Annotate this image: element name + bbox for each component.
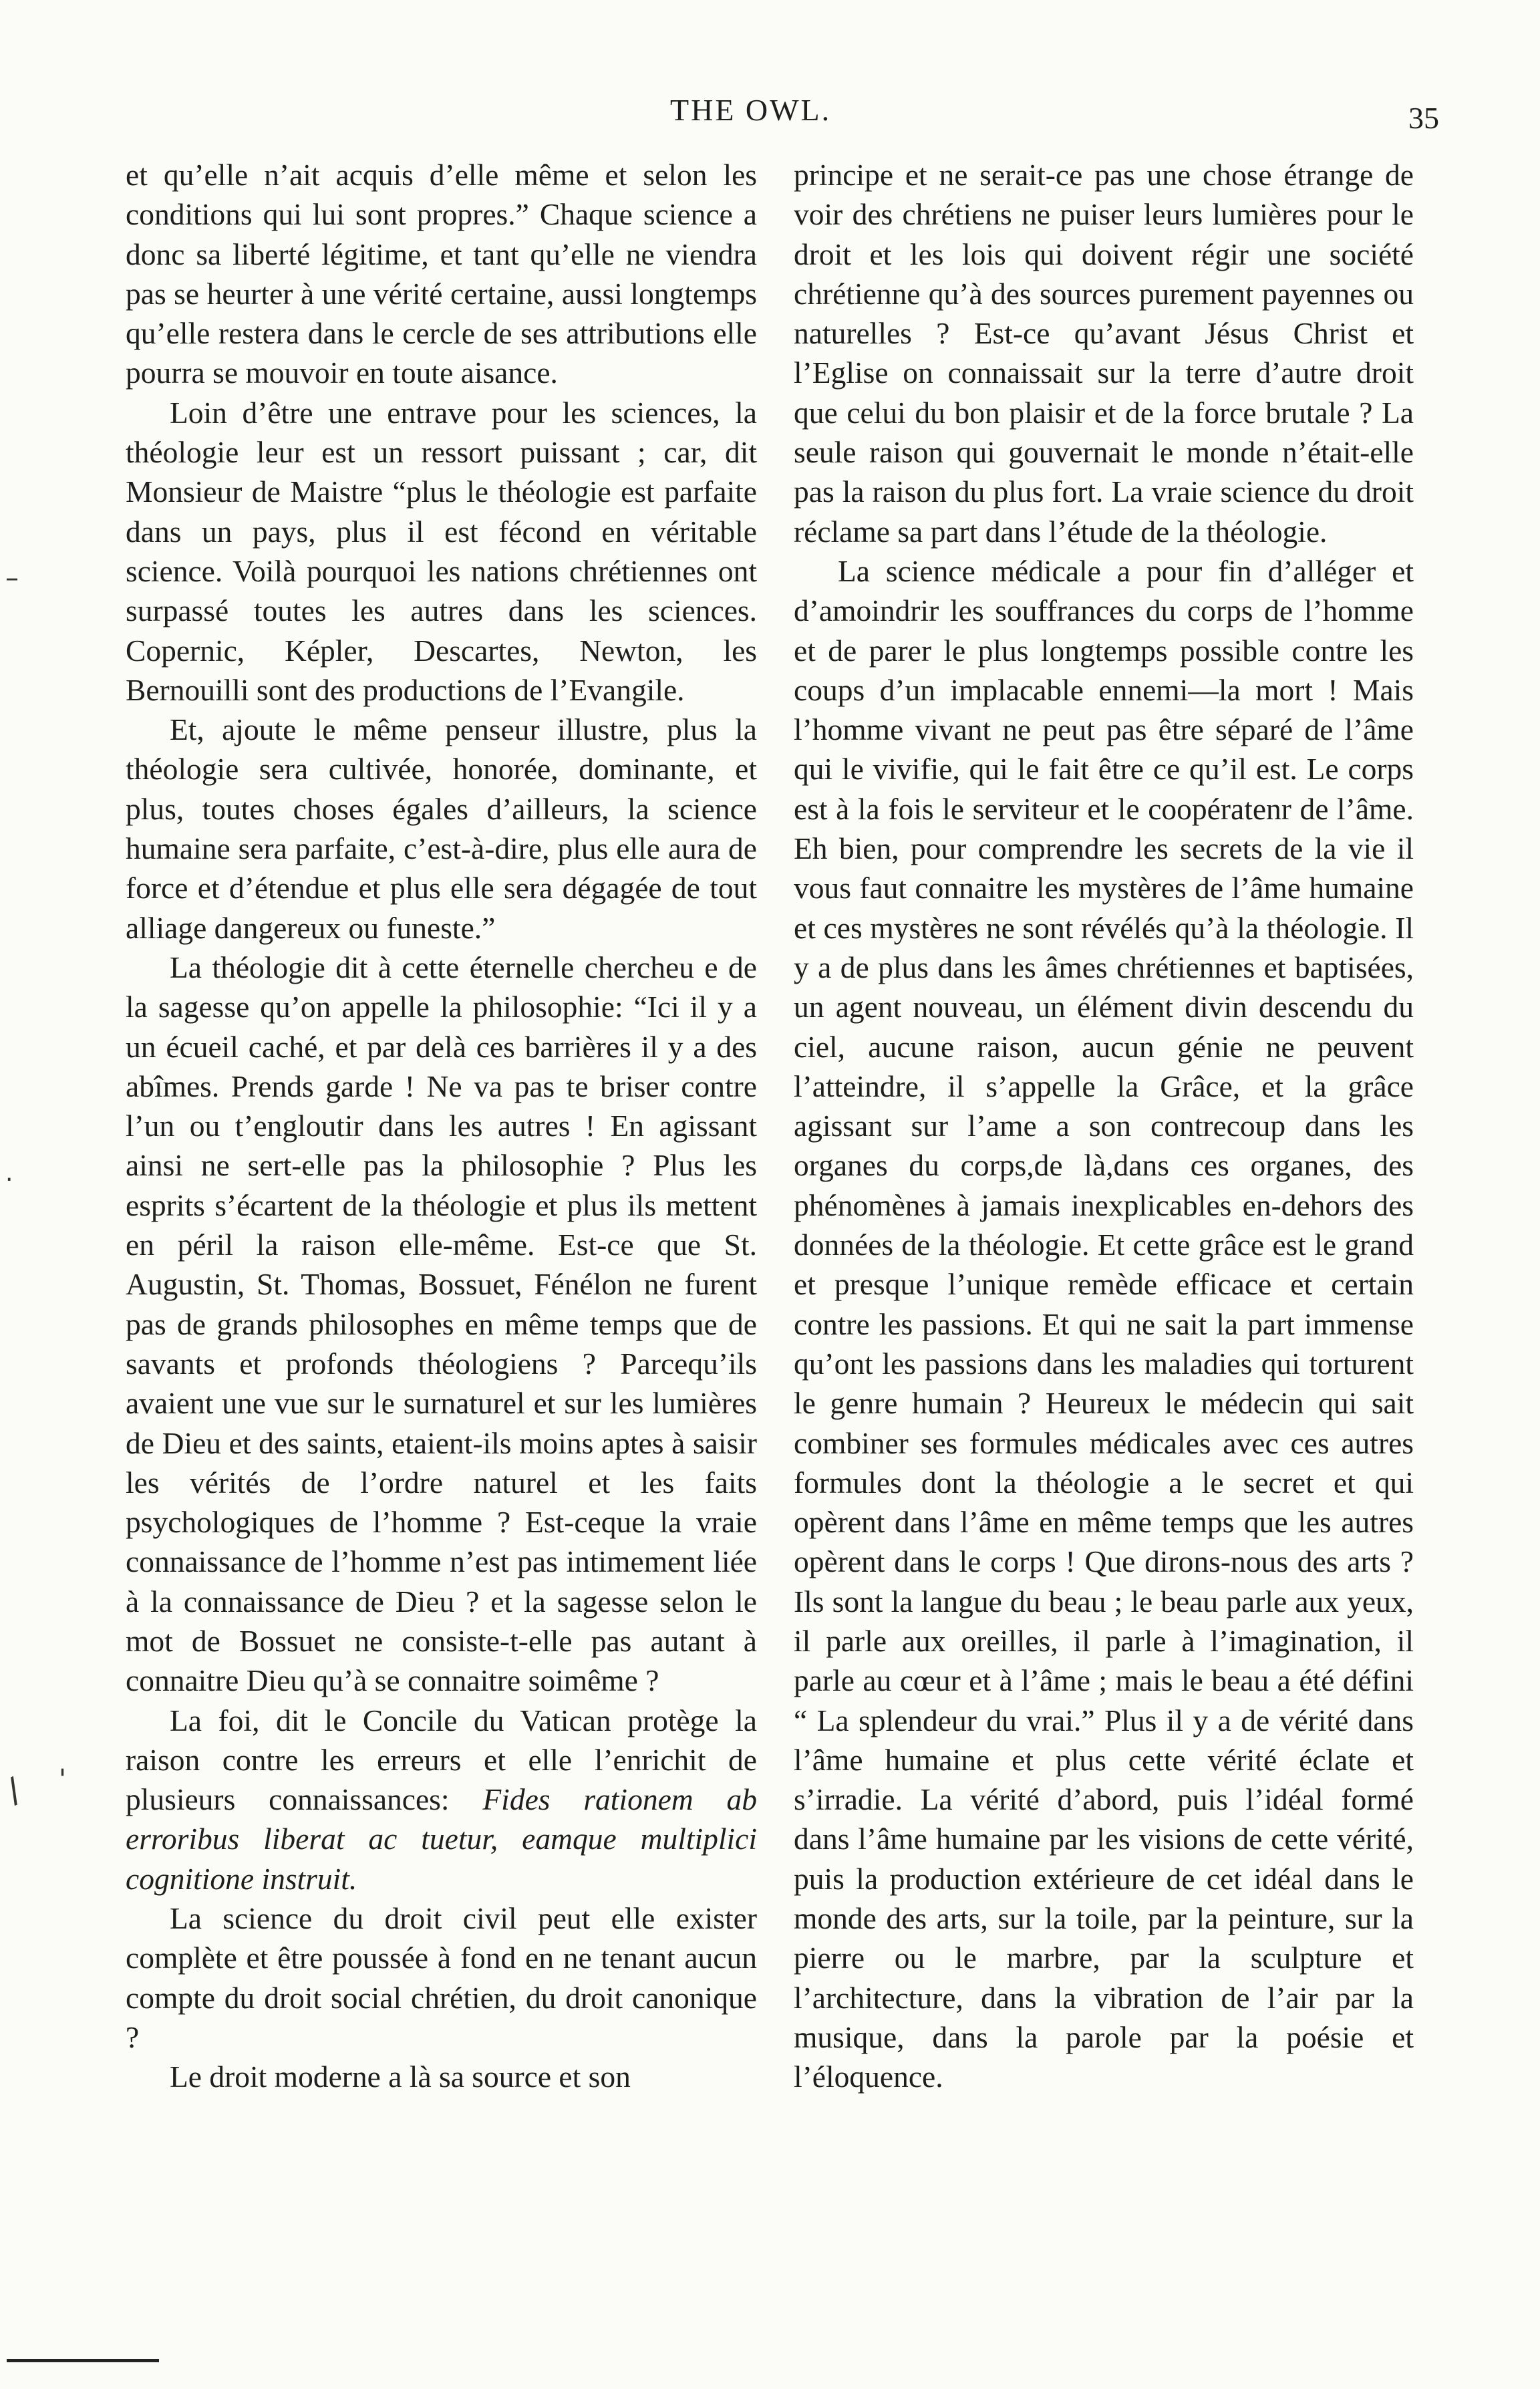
right-column [794, 155, 1414, 2097]
paragraph: Loin d’être une entrave pour les sciences, la théologie leur est un ressort puissant ; car, dit Monsieur de Maistre “plus le théologie est parfaite dans un pays, plus il est fécond en véritable science. Voilà pourquoi les nations chrétiennes ont surpassé toutes les autres dans les sciences. Copernic, Képler, Descartes, Newton, les Bernouilli sont des productions de l’Evangile. [126, 395, 757, 707]
paragraph: La théologie dit à cette éternelle chercheu e de la sagesse qu’on appelle la philosophie: “Ici il y a un écueil caché, et par delà ces barrières il y a des abîmes. Prends garde ! Ne va pas te briser contre l’un ou t’engloutir dans les autres ! En agissant ainsi ne sert-elle pas la philosophie ? Plus les esprits s’écartent de la théologie et plus ils mettent en péril la raison elle-même. Est-ce que St. Augustin, St. Thomas, Bossuet, Fénélon ne furent pas de grands philosophes en même temps que de savants et profonds théologiens ? Parcequ’ils avaient une vue sur le surnaturel et sur les lumières de Dieu et des saints, etaient-ils moins aptes à saisir les vérités de l’ordre naturel et les faits psychologiques de l’homme ? Est-ceque la vraie connaissance de l’homme n’est pas intimement liée à la connaissance de Dieu ? et la sagesse selon le mot de Bossuet ne consiste-t-elle pas autant à connaitre Dieu qu’à se connaitre soimême ? [126, 950, 757, 1698]
paragraph [126, 1701, 757, 1899]
page-number: 35 [1408, 101, 1439, 135]
paragraph: La science médicale a pour fin d’alléger et d’amoindrir les souffrances du corps de l’homme et de parer le plus longtemps possible contre les coups d’un implacable ennemi—la mort ! Mais l’homme vivant ne peut pas être séparé de l’âme qui le vivifie, qui le fait être ce qu’il est. Le corps est à la fois le serviteur et le coopératenr de l’âme. Eh bien, pour comprendre les secrets de la vie il vous faut connaitre les mystères de l’âme humaine et ces mystères ne sont révélés qu’à la théologie. Il y a de plus dans les âmes chrétiennes et baptisées, un agent nouveau, un élément divin descendu du ciel, aucune raison, aucun génie ne peuvent l’atteindre, il s’appelle la Grâce, et la grâce agissant sur l’ame a son contrecoup dans les organes du corps,de là,dans ces organes, des phénomènes à jamais inexplicables en-dehors des données de la théologie. Et cette grâce est le grand et presque l’unique remède efficace et certain contre les passions. Et qui ne sait la part immense qu’ont les passions dans les maladies qui torturent le genre humain ? Heureux le médecin qui sait combiner ses formules médicales avec ces autres formules dont la théologie a le secret et qui opèrent dans l’âme en même temps que les autres opèrent dans le corps ! Que dirons-nous des arts ? Ils sont la langue du beau ; le beau parle aux yeux, il parle aux oreilles, il parle à l’imagination, il parle au cœur et à l’âme ; mais le beau a été défini “ La splendeur du vrai.” Plus il y a de vérité dans l’âme humaine et plus cette vérité éclate et s’irradie. La vérité d’abord, puis l’idéal formé dans l’âme humaine par les visions de cette vérité, puis la production extérieure de cet idéal dans le monde des arts, sur la toile, par la peinture, sur la pierre ou le marbre, par la sculpture et l’architecture, dans la vibration de l’air par la musique, dans la parole par la poésie et l’éloquence. [794, 553, 1414, 2094]
footer-rule [7, 2359, 159, 2362]
margin-mark: – [5, 563, 19, 593]
margin-mark: / [0, 1770, 27, 1810]
margin-mark: · [5, 1166, 13, 1193]
left-column [126, 155, 757, 2097]
paragraph: principe et ne serait-ce pas une chose étrange de voir des chrétiens ne puiser leurs lumières pour le droit et les lois qui doivent régir une société chrétienne qu’à des sources purement payennes ou naturelles ? Est-ce qu’avant Jésus Christ et l’Eglise on connaissait sur la terre d’autre droit que celui du bon plaisir et de la force brutale ? La seule raison qui gouvernait le monde n’était-elle pas la raison du plus fort. La vraie science du droit réclame sa part dans l’étude de la théologie. [794, 158, 1414, 549]
running-head: THE OWL. [670, 93, 832, 127]
latin-quotation: Fides rationem ab erroribus liberat ac tuetur, eamque multiplici cognitione instruit. [126, 1782, 757, 1896]
paragraph: et qu’elle n’ait acquis d’elle même et selon les conditions qui lui sont propres.” Chaque science a donc sa liberté légitime, et tant qu’elle ne viendra pas se heurter à une vérité certaine, aussi longtemps qu’elle restera dans le cercle de ses attributions elle pourra se mouvoir en toute aisance. [126, 158, 757, 390]
paragraph: La science du droit civil peut elle exister complète et être poussée à fond en ne tenant aucun compte du droit social chrétien, du droit canonique ? [126, 1901, 757, 2054]
margin-mark: ' [59, 1764, 66, 1795]
paragraph: Le droit moderne a là sa source et son [170, 2060, 631, 2094]
paragraph: Et, ajoute le même penseur illustre, plus la théologie sera cultivée, honorée, dominante, et plus, toutes choses égales d’ailleurs, la science humaine sera parfaite, c’est-à-dire, plus elle aura de force et d’étendue et plus elle sera dégagée de tout alliage dangereux ou funeste.” [126, 712, 757, 945]
paragraph-text: La foi, dit le Concile du Vatican protège la raison contre les erreurs et elle l’enrichit de plusieurs connaissances: [126, 1703, 757, 1817]
